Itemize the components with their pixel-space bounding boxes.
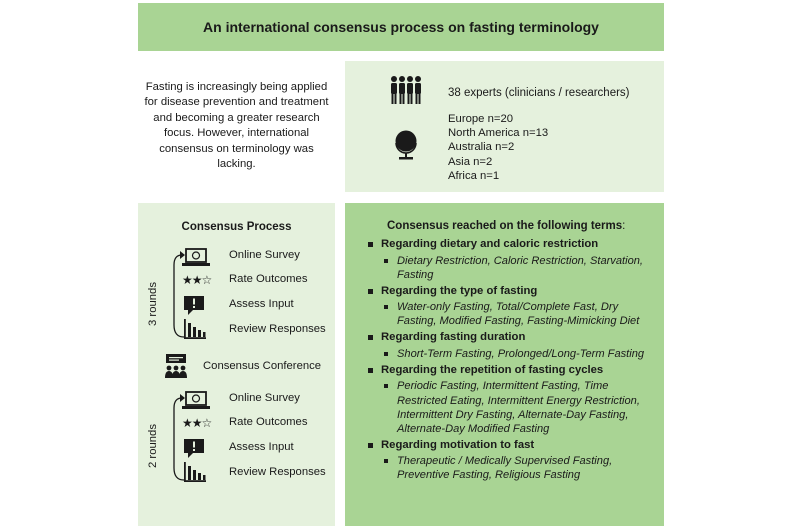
alert-message-icon <box>184 296 204 316</box>
term-items: Periodic Fasting, Intermittent Fasting, Time Restricted Eating, Intermittent Energy Restriction, Intermittent Dry Fasting, Alternate-Day Fasting, Alternate-Day Modified Fasting <box>367 379 659 435</box>
term-category: Regarding the repetition of fasting cycles <box>367 363 659 378</box>
star-rating-icon: ★★☆ <box>182 416 212 430</box>
step-online-survey: Online Survey <box>229 392 300 404</box>
rounds-label: 3 rounds <box>146 282 159 326</box>
rounds-label: 2 rounds <box>146 424 159 468</box>
terms-panel <box>345 203 664 526</box>
term-category: Regarding fasting duration <box>367 330 659 345</box>
laptop-icon <box>182 391 210 411</box>
intro-panel <box>138 61 335 191</box>
experts-panel <box>345 61 664 192</box>
globe-icon <box>393 129 419 161</box>
step-rate-outcomes: Rate Outcomes <box>229 416 308 428</box>
term-items: Short-Term Fasting, Prolonged/Long-Term Fasting <box>367 347 659 361</box>
bar-chart-icon <box>184 462 206 482</box>
process-panel <box>138 203 335 526</box>
terms-heading-text: Consensus reached on the following terms <box>387 220 623 232</box>
region-item: North America n=13 <box>448 127 549 140</box>
process-title: Consensus Process <box>181 221 292 233</box>
step-assess-input: Assess Input <box>229 441 294 453</box>
term-items: Therapeutic / Medically Supervised Fasting, Preventive Fasting, Religious Fasting <box>367 454 659 482</box>
step-assess-input: Assess Input <box>229 298 294 310</box>
laptop-icon <box>182 248 210 268</box>
star-rating-icon: ★★☆ <box>182 273 212 287</box>
step-online-survey: Online Survey <box>229 249 300 261</box>
diagram-title: An international consensus process on fasting terminology <box>203 19 599 35</box>
alert-message-icon <box>184 439 204 459</box>
intro-text: Fasting is increasingly being applied for disease prevention and treatment and becoming a greater research focus. However, international consensus on terminology was lacking. <box>144 80 329 170</box>
terms-heading-suffix: : <box>622 220 626 232</box>
consensus-conference-label: Consensus Conference <box>203 360 322 372</box>
title-banner <box>138 3 664 51</box>
term-items: Dietary Restriction, Caloric Restriction, Starvation, Fasting <box>367 254 659 282</box>
terms-heading <box>387 220 625 232</box>
region-item: Africa n=1 <box>448 169 500 182</box>
region-item: Australia n=2 <box>448 141 515 154</box>
conference-icon <box>164 354 188 378</box>
step-review-responses: Review Responses <box>229 466 326 478</box>
term-items: Water-only Fasting, Total/Complete Fast, Dry Fasting, Modified Fasting, Fasting-Mimicking Diet <box>367 300 659 328</box>
step-rate-outcomes: Rate Outcomes <box>229 273 308 285</box>
terms-list <box>367 235 659 485</box>
term-category: Regarding motivation to fast <box>367 438 659 453</box>
regions-list <box>448 112 548 183</box>
step-review-responses: Review Responses <box>229 323 326 335</box>
people-icon <box>389 75 423 105</box>
term-category: Regarding dietary and caloric restriction <box>367 237 659 252</box>
term-category: Regarding the type of fasting <box>367 284 659 299</box>
bar-chart-icon <box>184 319 206 339</box>
region-item: Europe n=20 <box>448 113 514 125</box>
region-item: Asia n=2 <box>448 155 493 168</box>
experts-count: 38 experts (clinicians / researchers) <box>448 87 630 99</box>
